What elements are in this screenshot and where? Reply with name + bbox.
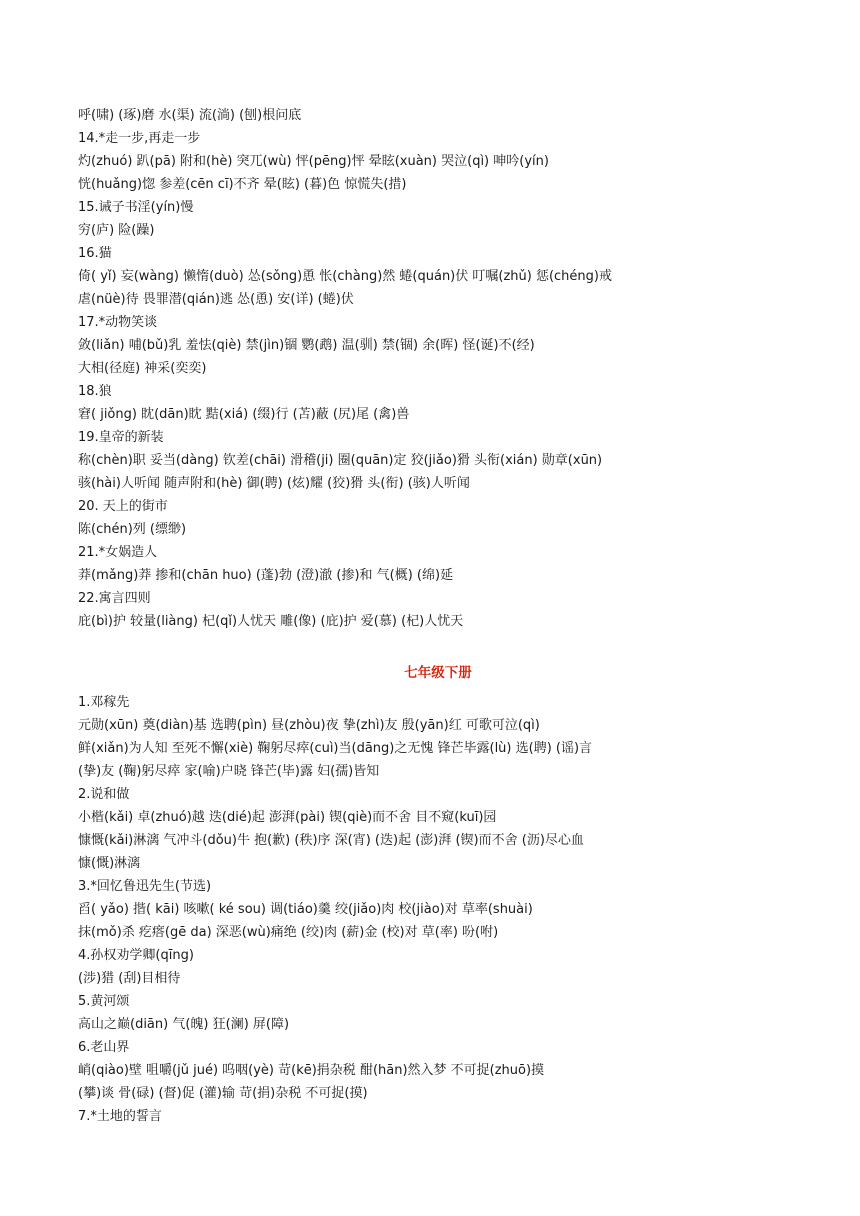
lesson-heading: 19.皇帝的新装 [78, 430, 164, 445]
lesson-heading: 7.*土地的誓言 [78, 1109, 162, 1124]
lesson-heading: 14.*走一步,再走一步 [78, 131, 201, 146]
text-line: 大相(径庭) 神采(奕奕) [78, 361, 207, 376]
lesson-heading: 16.猫 [78, 246, 112, 261]
text-line: 庇(bì)护 较量(liàng) 杞(qǐ)人忧天 雕(像) (庇)护 爱(慕) (杞)人忧天 [78, 614, 464, 629]
lesson-heading: 17.*动物笑谈 [78, 315, 158, 330]
text-line: 抹(mǒ)杀 疙瘩(gē da) 深恶(wù)痛绝 (绞)肉 (薪)金 (校)对 草(率) 吩(咐) [78, 925, 499, 940]
text-line: 鲜(xiǎn)为人知 至死不懈(xiè) 鞠躬尽瘁(cuì)当(dāng)之无愧 锋芒毕露(lù) 选(聘) (谣)言 [78, 741, 593, 756]
lesson-heading: 1.邓稼先 [78, 695, 130, 710]
lesson-heading: 21.*女娲造人 [78, 545, 158, 560]
text-line: 灼(zhuó) 趴(pā) 附和(hè) 突兀(wù) 怦(pēng)怦 晕眩(xuàn) 哭泣(qì) 呻吟(yín) [78, 154, 549, 169]
section-title: 七年级下册 [404, 665, 472, 681]
text-line: 恍(huǎng)惚 参差(cēn cī)不齐 晕(眩) (暮)色 惊慌失(措) [78, 177, 407, 192]
text-line: 慷慨(kǎi)淋漓 气冲斗(dǒu)牛 抱(歉) (秩)序 深(宵) (迭)起 (澎)湃 (锲)而不舍 (沥)尽心血 [78, 833, 584, 848]
lesson-heading: 15.诫子书淫(yín)慢 [78, 200, 194, 215]
text-line: (涉)猎 (刮)目相待 [78, 971, 181, 986]
lesson-heading: 18.狼 [78, 384, 112, 399]
text-line: 慷(慨)淋漓 [78, 856, 141, 871]
text-line: 峭(qiào)壁 咀嚼(jǔ jué) 呜咽(yè) 苛(kē)捐杂税 酣(hān)然入梦 不可捉(zhuō)摸 [78, 1063, 545, 1078]
section-spacer [78, 633, 798, 655]
lesson-heading: 2.说和做 [78, 787, 130, 802]
text-line: 骇(hài)人听闻 随声附和(hè) 御(聘) (炫)耀 (狡)猾 头(衔) (骇)人听闻 [78, 476, 470, 491]
text-line: 敛(liǎn) 哺(bǔ)乳 羞怯(qiè) 禁(jìn)锢 鹦(鹉) 温(驯) 禁(锢) 余(晖) 怪(诞)不(经) [78, 338, 535, 353]
lesson-heading: 4.孙权劝学卿(qīng) [78, 948, 194, 963]
text-line: (挚)友 (鞠)躬尽瘁 家(喻)户晓 锋芒(毕)露 妇(孺)皆知 [78, 764, 380, 779]
top-section [78, 104, 798, 633]
text-line: 窘( jiǒng) 眈(dān)眈 黠(xiá) (缀)行 (苫)蔽 (尻)尾 (禽)兽 [78, 407, 410, 422]
text-line: 倚( yǐ) 妄(wàng) 懒惰(duò) 怂(sǒng)恿 怅(chàng)然 蜷(quán)伏 叮嘱(zhǔ) 惩(chéng)戒 [78, 269, 612, 284]
text-line: 莽(mǎng)莽 掺和(chān huo) (蓬)勃 (澄)澈 (掺)和 气(概) (绵)延 [78, 568, 454, 583]
text-line: 高山之巅(diān) 气(魄) 狂(澜) 屏(障) [78, 1017, 290, 1032]
lesson-heading: 22.寓言四则 [78, 591, 151, 606]
text-line: 元勋(xūn) 奠(diàn)基 选聘(pìn) 昼(zhòu)夜 挚(zhì)友 殷(yān)红 可歌可泣(qì) [78, 718, 540, 733]
text-line: 呼(啸) (琢)磨 水(渠) 流(淌) (刨)根问底 [78, 108, 302, 123]
text-line: 虐(nüè)待 畏罪潜(qián)逃 怂(恿) 安(详) (蜷)伏 [78, 292, 354, 307]
document-body [78, 104, 798, 1128]
text-line: 穷(庐) 险(躁) [78, 223, 155, 238]
lesson-heading: 20. 天上的街市 [78, 499, 168, 514]
lesson-heading: 5.黄河颂 [78, 994, 130, 1009]
bottom-section [78, 691, 798, 1128]
text-line: 陈(chén)列 (缥缈) [78, 522, 187, 537]
text-line: 称(chèn)职 妥当(dàng) 钦差(chāi) 滑稽(ji) 圈(quān)定 狡(jiǎo)猾 头衔(xián) 勋章(xūn) [78, 453, 603, 468]
text-line: 舀( yǎo) 揩( kāi) 咳嗽( ké sou) 调(tiáo)羹 绞(jiǎo)肉 校(jiào)对 草率(shuài) [78, 902, 533, 917]
text-line: 小楷(kǎi) 卓(zhuó)越 迭(dié)起 澎湃(pài) 锲(qiè)而不舍 目不窥(kuī)园 [78, 810, 497, 825]
lesson-heading: 3.*回忆鲁迅先生(节选) [78, 879, 212, 894]
lesson-heading: 6.老山界 [78, 1040, 130, 1055]
text-line: (攀)谈 骨(碌) (督)促 (灌)输 苛(捐)杂税 不可捉(摸) [78, 1086, 368, 1101]
